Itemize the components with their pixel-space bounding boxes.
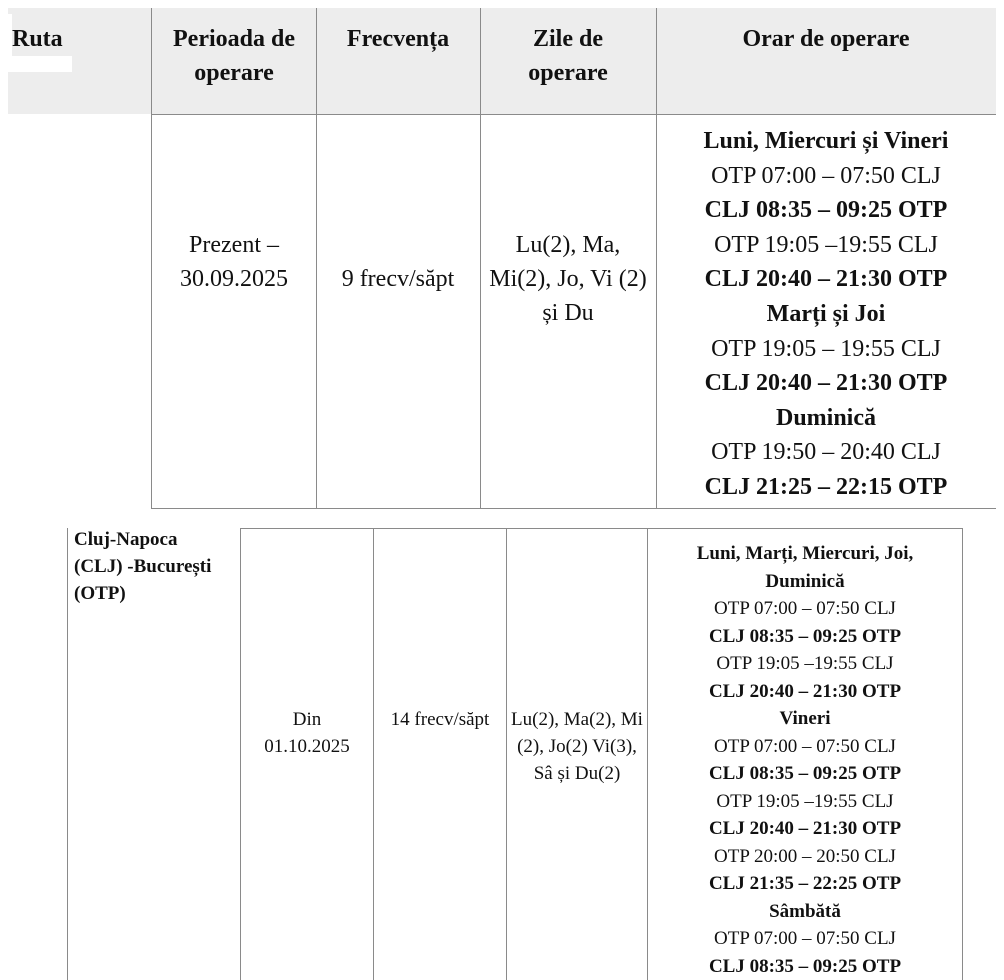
schedule-heading-line: CLJ 20:40 – 21:30 OTP [704,370,948,397]
schedule-time-line: OTP 07:00 – 07:50 CLJ [714,735,896,757]
schedule-time-line: OTP 07:00 – 07:50 CLJ [714,598,896,619]
schedule-time-line: OTP 07:00 – 07:50 CLJ [714,928,896,949]
schedule-heading-line: CLJ 21:25 – 22:15 OTP [704,473,948,500]
row1-orar [656,124,996,505]
schedule-time-line: OTP 19:50 – 20:40 CLJ [711,439,941,466]
schedule-heading-line: CLJ 21:35 – 22:25 OTP [708,873,902,894]
schedule-heading-line: Marți și Joi [766,300,886,327]
schedule-heading-line: Sâmbătă [769,900,841,922]
schedule-time-line: OTP 07:00 – 07:50 CLJ [711,162,941,189]
schedule-time-line: OTP 19:05 –19:55 CLJ [716,790,894,812]
schedule-heading-line: CLJ 20:40 – 21:30 OTP [708,818,902,839]
row2-perioada: Din 01.10.2025 [264,709,350,757]
header-perioada: Perioada de operare [152,8,316,90]
schedule-heading-line: Luni, Miercuri și Vineri [703,128,949,154]
row1-perioada: Prezent – 30.09.2025 [180,232,288,292]
schedule-time-line: OTP 19:05 –19:55 CLJ [716,653,894,674]
row1-frecventa: 9 frecv/săpt [341,266,455,292]
schedule-heading-line: CLJ 08:35 – 09:25 OTP [708,955,902,977]
row2-zile: Lu(2), Ma(2), Mi (2), Jo(2) Vi(3), Sâ și Du(2) [511,709,643,784]
header-zile: Zile de operare [480,8,656,90]
schedule-time-line: OTP 19:05 – 19:55 CLJ [711,335,941,362]
schedule-heading-line: Luni, Marți, Miercuri, Joi, Duminică [696,543,914,592]
header-ruta: Ruta [12,8,76,56]
schedule-heading-line: Duminică [775,404,876,431]
header-orar: Orar de operare [656,8,996,56]
row1-zile: Lu(2), Ma, Mi(2), Jo, Vi (2) și Du [489,232,647,326]
row2-frecventa: 14 frecv/săpt [390,709,490,730]
schedule-heading-line: CLJ 20:40 – 21:30 OTP [708,680,902,702]
schedule-heading-line: CLJ 08:35 – 09:25 OTP [704,197,948,224]
row2-orar [656,540,954,980]
schedule-time-line: OTP 20:00 – 20:50 CLJ [714,845,896,867]
schedule-heading-line: CLJ 08:35 – 09:25 OTP [708,763,902,784]
schedule-heading-line: Vineri [779,708,831,729]
schedule-time-line: OTP 19:05 –19:55 CLJ [714,231,938,258]
row2-ruta: Cluj-Napoca (CLJ) -București (OTP) [74,529,212,604]
header-frecventa: Frecvența [316,8,480,56]
schedule-heading-line: CLJ 20:40 – 21:30 OTP [704,266,948,293]
schedule-heading-line: CLJ 08:35 – 09:25 OTP [708,625,902,647]
